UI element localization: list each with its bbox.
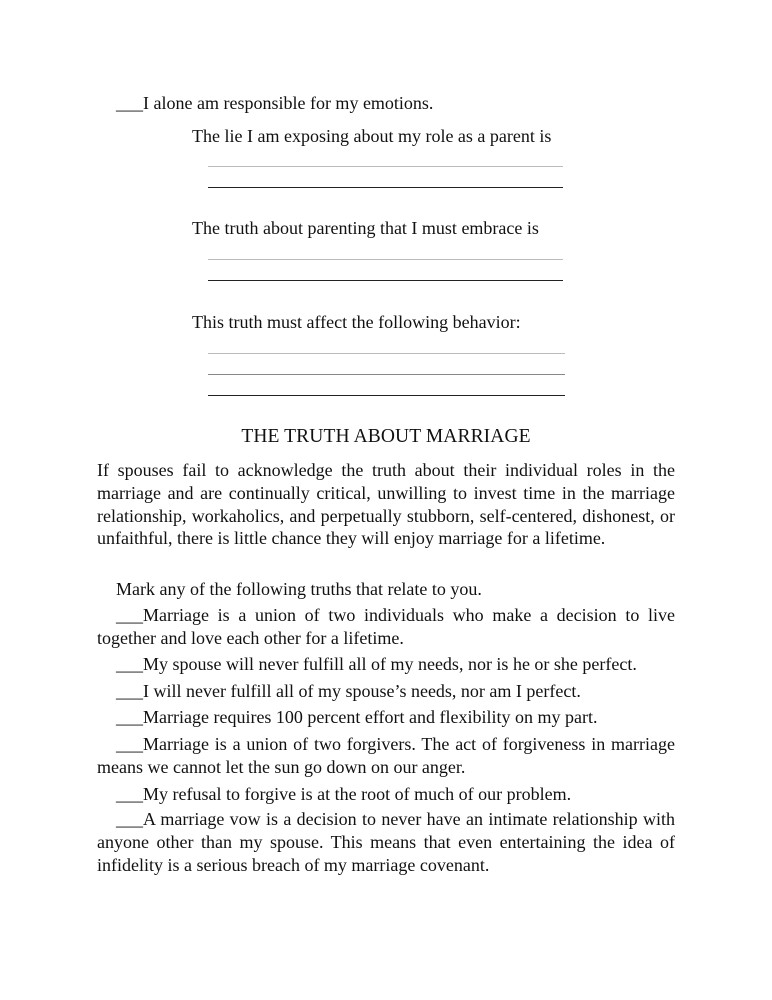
answer-line-behavior-2[interactable] xyxy=(208,374,565,375)
checkbox-blank[interactable]: ___ xyxy=(116,654,143,674)
prompt-lie: The lie I am exposing about my role as a parent is xyxy=(192,126,552,146)
answer-line-truth-2[interactable] xyxy=(208,280,563,281)
truth-text: I will never fulfill all of my spouse’s needs, nor am I perfect. xyxy=(143,681,581,701)
section-title: THE TRUTH ABOUT MARRIAGE xyxy=(241,426,531,447)
checklist-item-text: I alone am responsible for my emotions. xyxy=(143,93,434,113)
truth-item-1 xyxy=(97,604,675,650)
intro-paragraph: If spouses fail to acknowledge the truth about their individual roles in the marriage and are continually critical, unwilling to invest time in the marriage relationship, workaholics, and perpetually stubborn, self-centered, dishonest, or unfaithful, there is little chance they will enjoy marriage for a lifetime. xyxy=(97,460,675,549)
answer-line-lie-2[interactable] xyxy=(208,187,563,188)
truth-text: My refusal to forgive is at the root of much of our problem. xyxy=(143,784,572,804)
truth-text: My spouse will never fulfill all of my needs, nor is he or she perfect. xyxy=(143,654,637,674)
checkbox-blank[interactable]: ___ xyxy=(116,681,143,701)
checkbox-blank[interactable]: ___ xyxy=(116,809,143,829)
prompt-truth: The truth about parenting that I must embrace is xyxy=(192,218,539,238)
truth-text: Marriage requires 100 percent effort and flexibility on my part. xyxy=(143,707,598,727)
checkbox-blank[interactable]: ___ xyxy=(116,784,143,804)
truth-item-7 xyxy=(97,808,675,876)
truth-item-2 xyxy=(97,653,675,676)
truth-item-5 xyxy=(97,733,675,779)
checkbox-blank[interactable]: ___ xyxy=(116,93,143,113)
checkbox-blank[interactable]: ___ xyxy=(116,707,143,727)
checkbox-blank[interactable]: ___ xyxy=(116,605,143,625)
instruction-text: Mark any of the following truths that relate to you. xyxy=(116,579,482,599)
truth-text: Marriage is a union of two forgivers. The act of forgiveness in marriage means we cannot let the sun go down on our anger. xyxy=(97,734,675,777)
answer-line-behavior-1[interactable] xyxy=(208,353,565,354)
checklist-item-emotions xyxy=(116,92,433,114)
prompt-behavior: This truth must affect the following behavior: xyxy=(192,312,521,332)
truth-item-3 xyxy=(97,680,675,703)
answer-line-behavior-3[interactable] xyxy=(208,395,565,396)
checkbox-blank[interactable]: ___ xyxy=(116,734,143,754)
truth-text: Marriage is a union of two individuals who make a decision to live together and love each other for a lifetime. xyxy=(97,605,675,648)
truth-item-6 xyxy=(97,783,675,806)
truth-text: A marriage vow is a decision to never have an intimate relationship with anyone other than my spouse. This means that even entertaining the idea of infidelity is a serious breach of my marriage covenant. xyxy=(97,809,675,875)
answer-line-truth-1[interactable] xyxy=(208,259,563,260)
answer-line-lie-1[interactable] xyxy=(208,166,563,167)
truth-item-4 xyxy=(97,706,675,729)
